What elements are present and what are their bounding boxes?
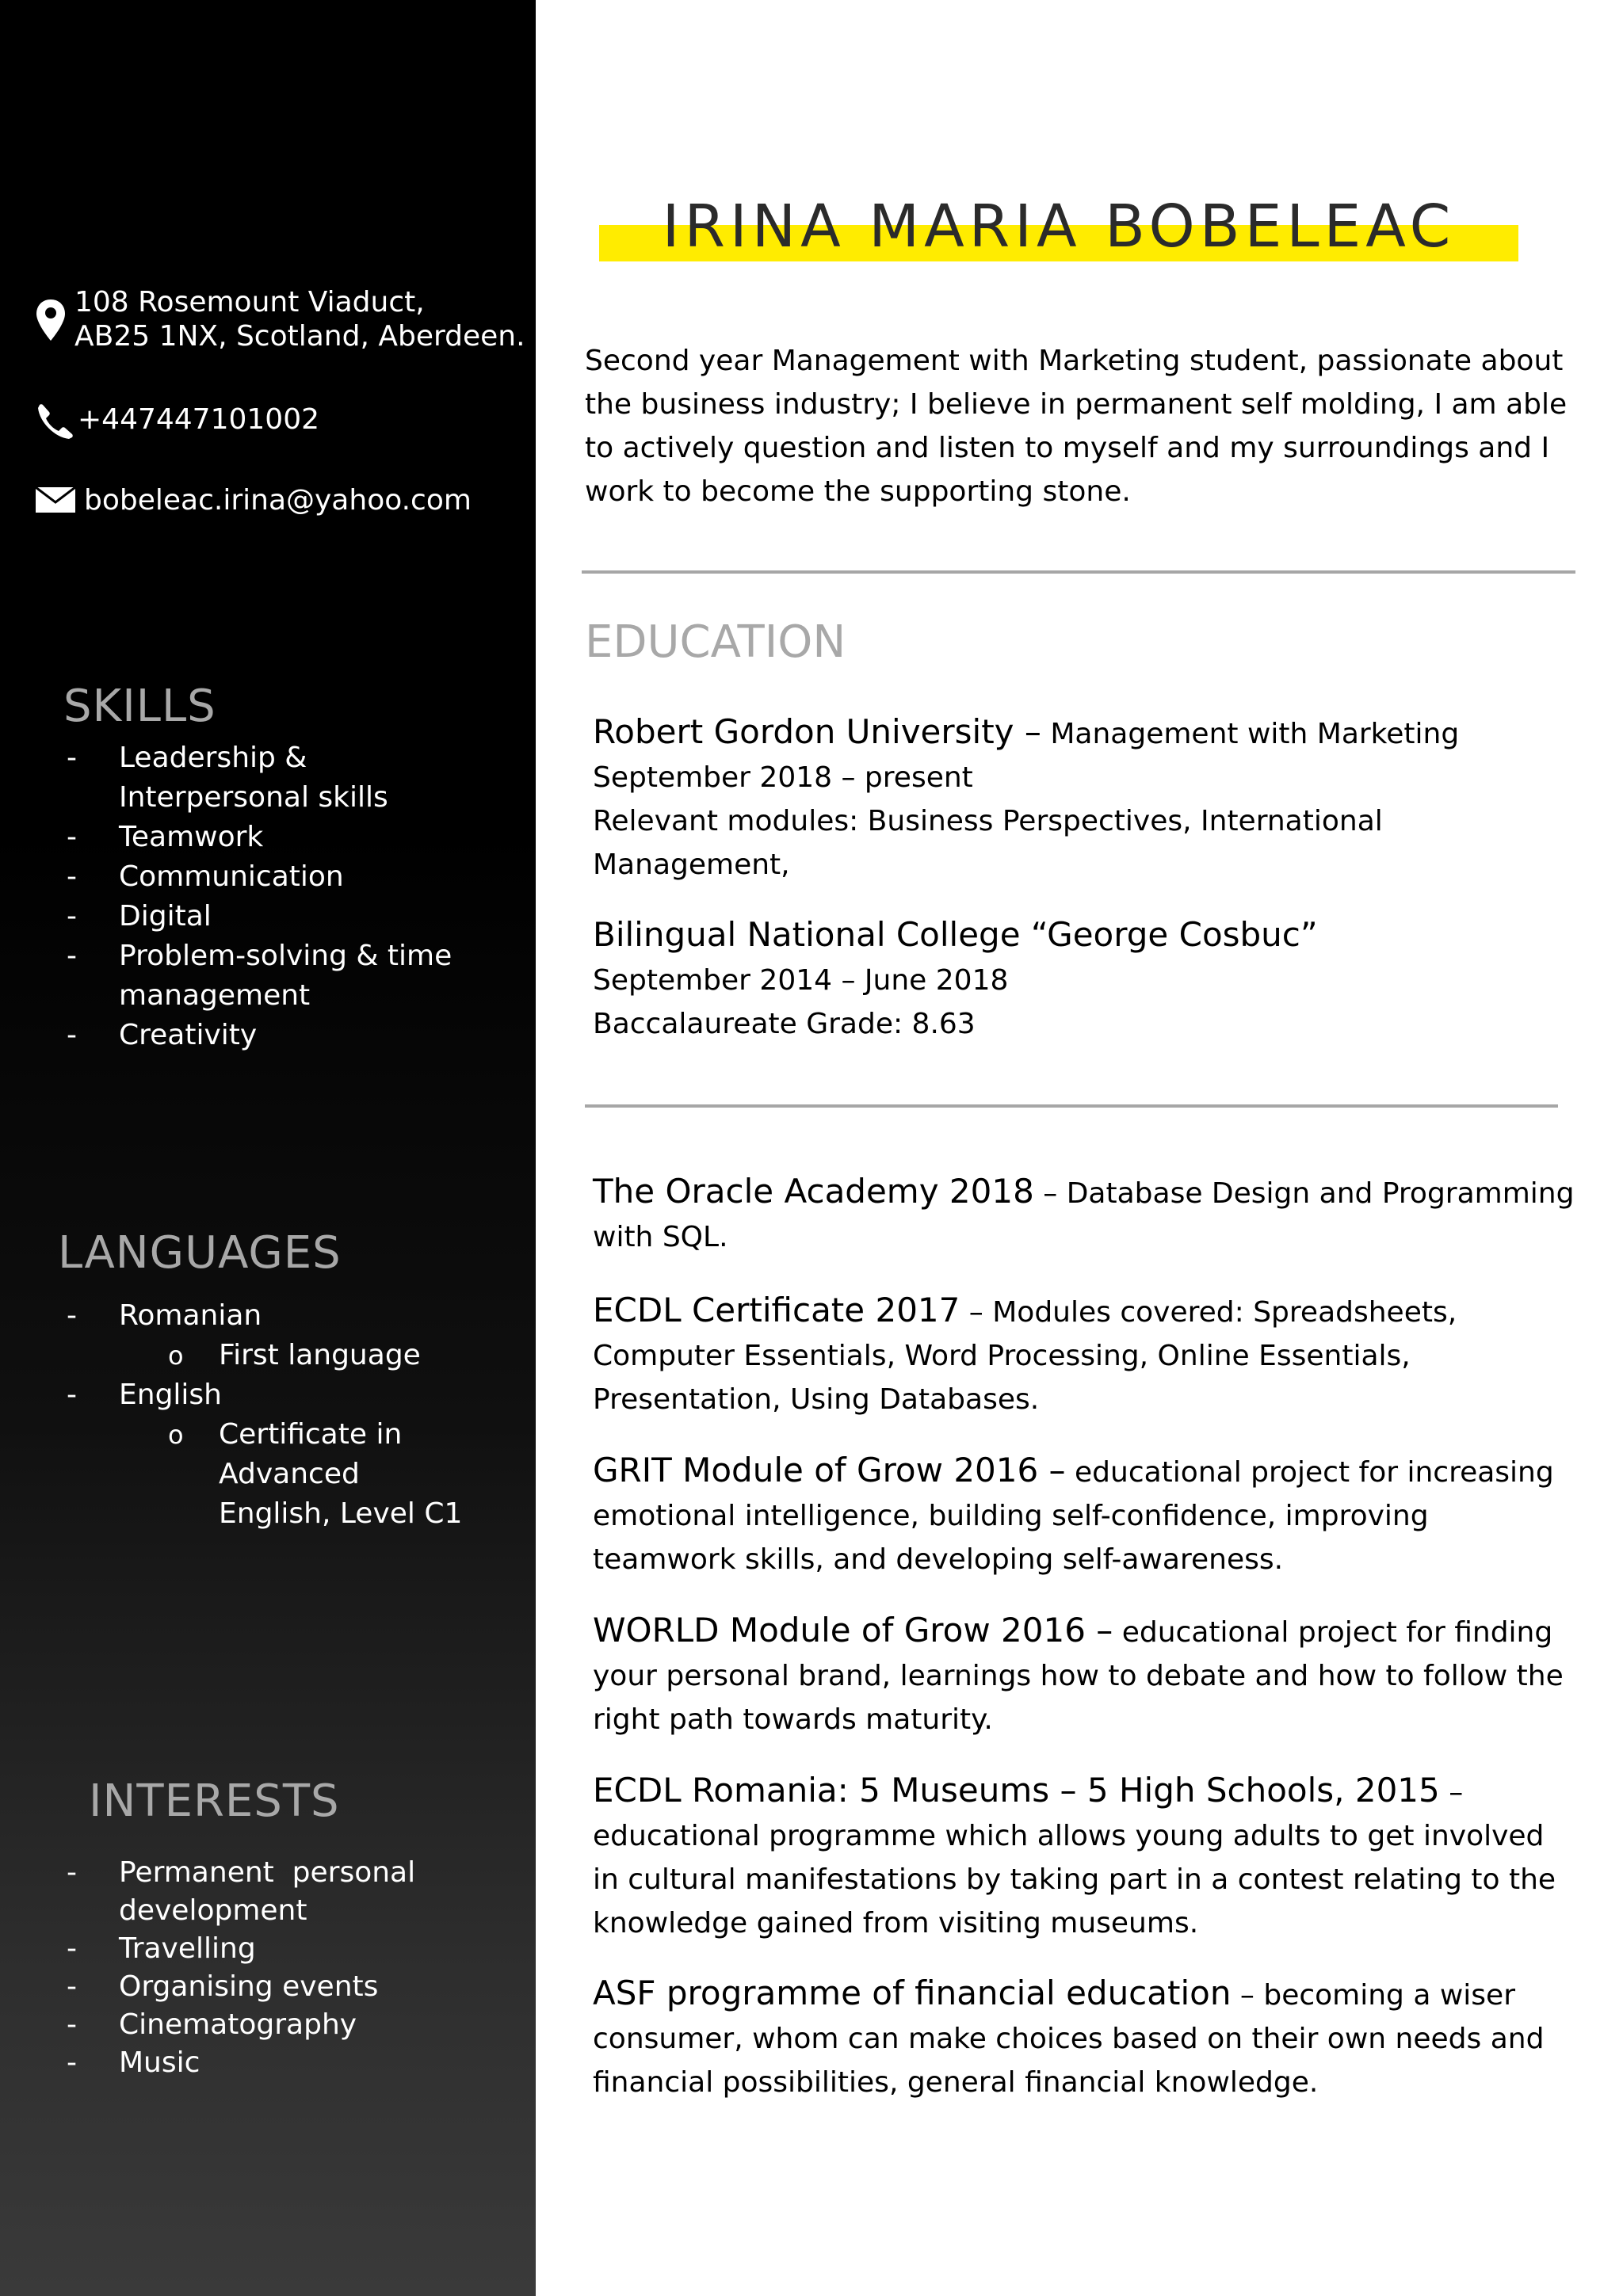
- list-item: o First language: [67, 1336, 510, 1375]
- contact-phone: [35, 402, 319, 439]
- skills-list: [67, 738, 510, 1055]
- activity-description: – Modules covered: Spreadsheets, Computer Essentials, Word Processing, Online Essentials, Presentation, Using Databases.: [593, 1296, 1457, 1416]
- interest-label: Organising events: [119, 1970, 379, 2003]
- activity-entry: [593, 1971, 1575, 2104]
- contact-email: [35, 483, 472, 517]
- interests-heading: INTERESTS: [89, 1775, 340, 1827]
- activity-description: – Database Design and Programming with SQL.: [593, 1177, 1575, 1253]
- interests-list: [67, 1854, 510, 2082]
- list-item: - Romanian o First language: [67, 1296, 510, 1375]
- list-item: - Organising events: [67, 1968, 510, 2006]
- activity-description: educational project for finding your personal brand, learnings how to debate and how to follow the right path towards maturity.: [593, 1616, 1564, 1736]
- phone-number[interactable]: +447447101002: [78, 403, 320, 436]
- skill-label: Communication: [119, 860, 344, 893]
- profile-summary: Second year Management with Marketing student, passionate about the business industry; I believe in permanent self molding, I am able to actively question and listen to myself and my surroundings and I work to become the supporting stone.: [585, 345, 1568, 508]
- section-divider: [585, 1104, 1558, 1108]
- activity-title: GRIT Module of Grow 2016 –: [593, 1451, 1066, 1489]
- education-dates: September 2018 – present: [593, 761, 973, 794]
- education-heading: EDUCATION: [585, 616, 846, 668]
- list-item: - Music: [67, 2044, 510, 2082]
- activity-title: ECDL Romania: 5 Museums – 5 High Schools, 2015: [593, 1771, 1440, 1810]
- activity-title: WORLD Module of Grow 2016 –: [593, 1611, 1113, 1650]
- activity-description: – educational programme which allows young adults to get involved in cultural manifestations by taking part in a contest relating to the knowledge gained from visiting museums.: [593, 1776, 1556, 1939]
- activity-entry: [593, 1448, 1575, 1581]
- address-line-2: AB25 1NX, Scotland, Aberdeen.: [74, 320, 525, 353]
- skill-label: Creativity: [119, 1019, 258, 1051]
- language-name: English: [119, 1379, 222, 1411]
- list-item: o Certificate in Advanced English, Level C1: [67, 1415, 510, 1534]
- contact-address: [35, 285, 525, 353]
- list-item: - Travelling: [67, 1930, 510, 1968]
- education-extra: Baccalaureate Grade: 8.63: [593, 1008, 976, 1040]
- skill-label: Digital: [119, 900, 212, 933]
- activity-title: ECDL Certificate 2017: [593, 1291, 960, 1329]
- list-item: - Cinematography: [67, 2006, 510, 2044]
- list-item: - Problem-solving & time management: [67, 936, 510, 1016]
- interest-label: Music: [119, 2046, 200, 2079]
- language-details: [67, 1415, 510, 1534]
- interest-label: Travelling: [119, 1932, 256, 1965]
- activity-title: The Oracle Academy 2018: [593, 1172, 1034, 1211]
- location-pin-icon: [35, 285, 74, 342]
- language-detail: Certificate in Advanced English, Level C1: [219, 1418, 463, 1530]
- phone-icon: [35, 402, 78, 439]
- activity-title: ASF programme of financial education: [593, 1974, 1232, 2012]
- language-detail: First language: [219, 1339, 421, 1371]
- education-entry: [593, 710, 1575, 887]
- skill-label: Leadership & Interpersonal skills: [119, 742, 388, 814]
- list-item: - Leadership & Interpersonal skills: [67, 738, 510, 818]
- list-item: - Teamwork: [67, 818, 510, 857]
- address-line-1: 108 Rosemount Viaduct,: [74, 286, 425, 318]
- list-item: - Communication: [67, 857, 510, 897]
- languages-heading: LANGUAGES: [58, 1227, 342, 1279]
- activity-entry: [593, 1169, 1575, 1259]
- school-name: Robert Gordon University –: [593, 712, 1041, 751]
- envelope-icon: [35, 483, 84, 513]
- interest-label: Permanent personal development: [119, 1856, 425, 1927]
- email-address[interactable]: bobeleac.irina@yahoo.com: [84, 484, 472, 517]
- education-entry: [593, 913, 1575, 1046]
- sidebar: [0, 0, 536, 2296]
- activity-entry: [593, 1768, 1575, 1945]
- education-extra: Relevant modules: Business Perspectives, International Management,: [593, 805, 1383, 881]
- skills-heading: SKILLS: [63, 681, 216, 732]
- list-item: - English o Certificate in Advanced English, Level C1: [67, 1375, 510, 1534]
- activity-description: educational project for increasing emotional intelligence, building self-confidence, improving teamwork skills, and developing self-awareness.: [593, 1456, 1554, 1576]
- list-item: - Permanent personal development: [67, 1854, 510, 1930]
- course-name: Management with Marketing: [1041, 718, 1460, 750]
- language-details: [67, 1336, 510, 1375]
- skill-label: Teamwork: [119, 821, 264, 853]
- activity-description: – becoming a wiser consumer, whom can make choices based on their own needs and financial possibilities, general financial knowledge.: [593, 1979, 1545, 2099]
- education-dates: September 2014 – June 2018: [593, 964, 1009, 997]
- language-name: Romanian: [119, 1299, 262, 1332]
- skill-label: Problem-solving & time management: [119, 940, 453, 1012]
- candidate-name: IRINA MARIA BOBELEAC: [662, 193, 1456, 261]
- interest-label: Cinematography: [119, 2008, 357, 2041]
- section-divider: [582, 570, 1575, 574]
- activity-entry: [593, 1288, 1575, 1421]
- list-item: - Creativity: [67, 1016, 510, 1055]
- school-name: Bilingual National College “George Cosbuc”: [593, 915, 1318, 954]
- languages-list: [67, 1296, 510, 1534]
- activity-entry: [593, 1608, 1575, 1741]
- list-item: - Digital: [67, 897, 510, 936]
